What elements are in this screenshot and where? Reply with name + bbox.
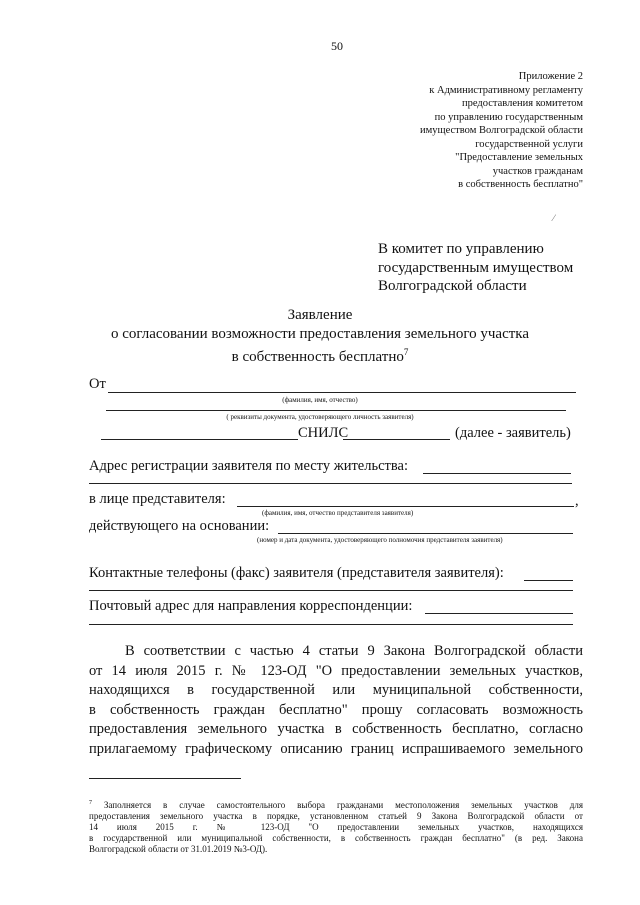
phones-label: Контактные телефоны (факс) заявителя (представителя заявителя): [89,565,504,581]
body-line: в собственность граждан бесплатно" прошу согласовать возможность [89,701,583,718]
stray-mark: ⁄ [553,213,555,223]
appendix-line: "Предоставление земельных [455,152,583,163]
representative-label: в лице представителя: [89,491,226,507]
footnote-line [89,798,583,811]
address-label: Адрес регистрации заявителя по месту жительства: [89,458,408,474]
body-line: В соответствии с частью 4 статьи 9 Закона Волгоградской области [125,643,583,659]
body-line: находящихся в государственной или муниципальной собственности, [89,682,583,698]
representative-input-line[interactable] [237,506,574,507]
phones-input-line[interactable] [524,580,573,581]
appendix-line: предоставления комитетом [462,98,583,109]
appendix-line: имуществом Волгоградской области [419,125,583,136]
snils-label: СНИЛС [298,425,349,441]
appendix-line: по управлению государственным [434,111,583,123]
appendix-line: участков гражданам [492,165,583,177]
from-fio-line[interactable] [108,392,576,393]
snils-input-line[interactable] [343,439,450,440]
postal-label: Почтовый адрес для направления корреспонденции: [89,598,413,614]
body-line: предоставления земельного участка в собственность бесплатно, согласно [89,721,583,737]
footnote [89,798,583,855]
phones-input-line-2[interactable] [89,590,573,591]
basis-hint: (номер и дата документа, удостоверяющего полномочия представителя заявителя) [257,536,503,544]
title-line-3-text: в собственность бесплатно [231,349,404,365]
address-input-line[interactable] [423,473,571,474]
representative-hint: (фамилия, имя, отчество представителя заявителя) [262,509,414,517]
body-line: от 14 июля 2015 г. № 123-ОД "О предоставлении земельных участков, [89,662,583,679]
recipient-line: Волгоградской области [378,278,527,294]
representative-comma: , [575,493,579,509]
document-hint: ( реквизиты документа, удостоверяющего личность заявителя) [226,413,414,421]
appendix-line: Приложение 2 [518,71,583,82]
body-paragraph [89,642,583,759]
from-label: От [89,376,106,392]
body-line: прилагаемому графическому описанию границ испрашиваемого земельного [89,740,583,757]
document-line[interactable] [106,410,566,411]
title-line-3 [0,343,640,367]
document-title [0,306,640,367]
appendix-line: в собственность бесплатно" [458,179,583,190]
fio-hint: (фамилия, имя, отчество) [282,396,358,404]
postal-input-line[interactable] [425,613,573,614]
footnote-line: предоставления земельного участка в порядке, установленном статьей 9 Закона Волгоградской области от [89,811,583,821]
applicant-extra-line[interactable] [101,439,298,440]
appendix-header [420,70,583,192]
applicant-suffix: (далее - заявитель) [455,425,571,441]
basis-input-line[interactable] [278,533,573,534]
recipient-block [378,240,573,296]
footnote-mark: 7 [89,800,92,806]
page-number: 50 [331,39,343,53]
footnote-line: в государственной или муниципальной собственности, в собственность граждан бесплатно" (в ред. Закона [89,833,583,843]
footnote-separator [89,778,241,779]
title-line-2: о согласовании возможности предоставления земельного участка [110,325,530,342]
footnote-line: 14 июля 2015 г. № 123-ОД "О предоставлении земельных участков, находящихся [89,822,583,832]
footnote-line-text: Заполняется в случае самостоятельного выбора гражданами местоположения земельных участков для [103,800,583,810]
appendix-line: к Административному регламенту [429,84,583,96]
appendix-line: государственной услуги [475,138,583,150]
recipient-line: В комитет по управлению [378,241,544,257]
recipient-line: государственным имуществом [378,259,574,276]
address-input-line-2[interactable] [89,483,572,484]
postal-input-line-2[interactable] [89,624,573,625]
footnote-line: Волгоградской области от 31.01.2019 №3-ОД). [89,844,268,854]
basis-label: действующего на основании: [89,518,270,534]
footnote-ref: 7 [403,347,409,357]
title-line-1: Заявление [287,307,353,323]
